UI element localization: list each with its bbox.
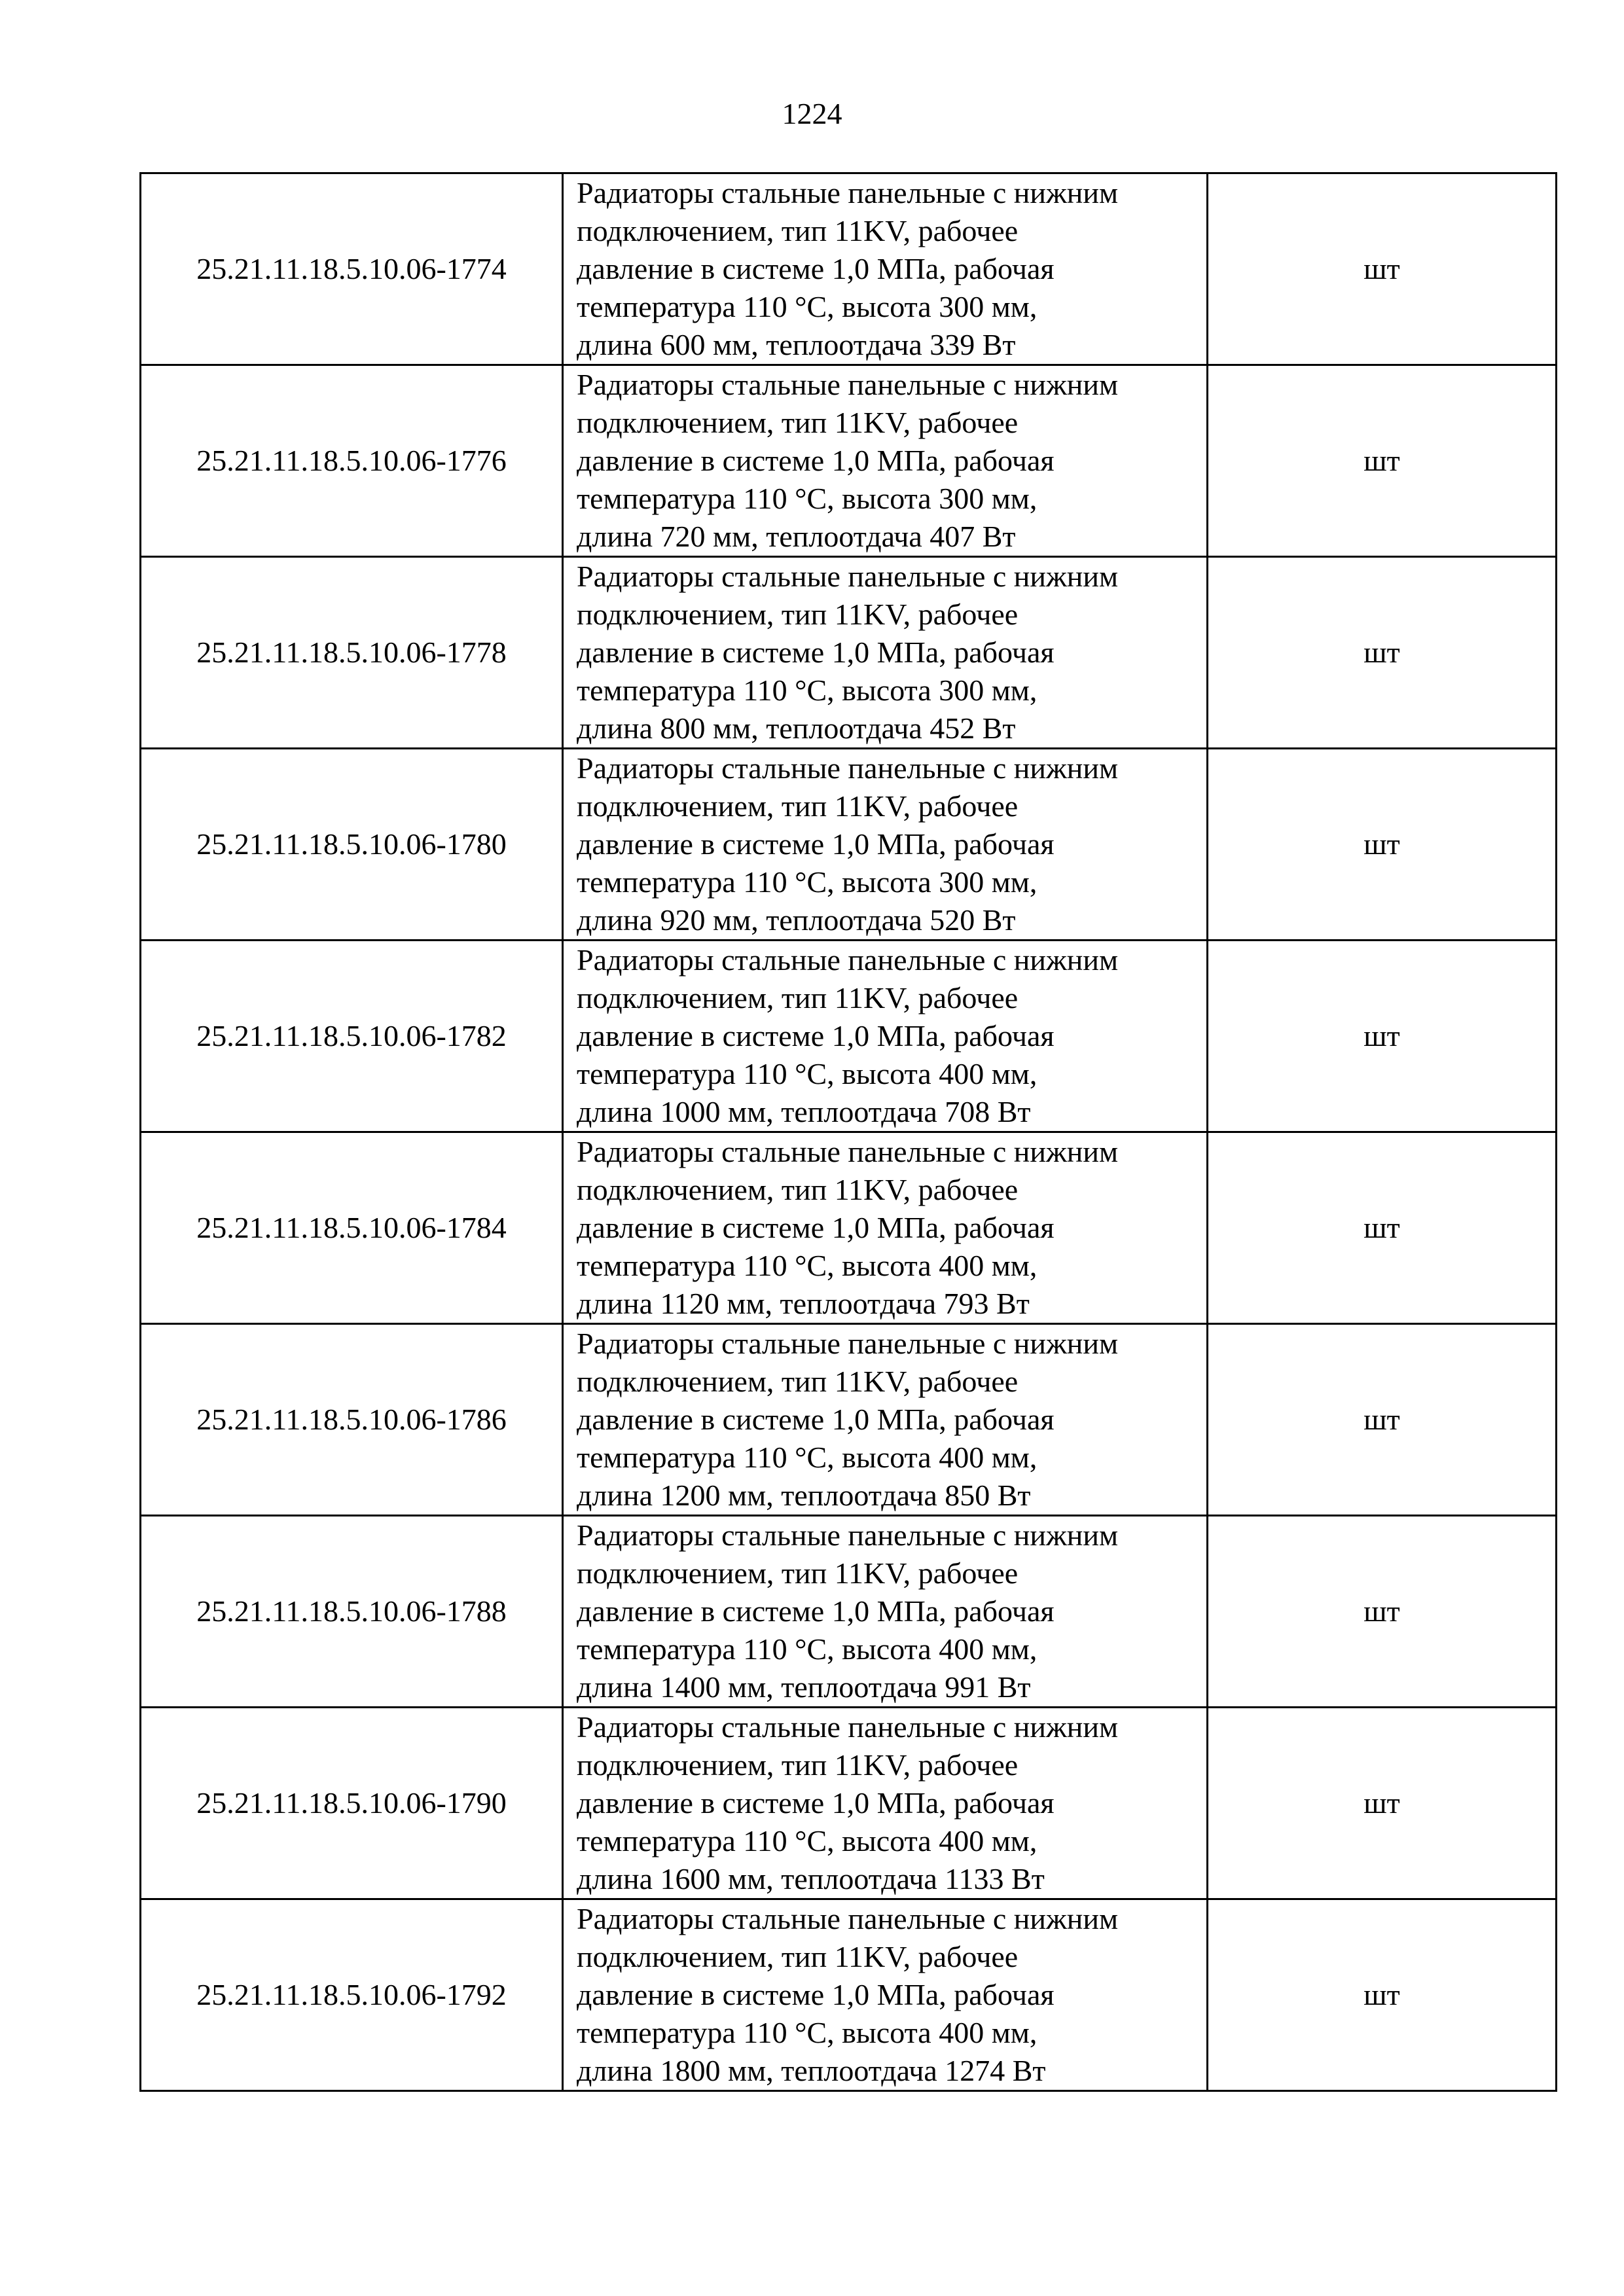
resource-description [563, 365, 1208, 557]
unit-of-measure: шт [1208, 1899, 1557, 2091]
table-row [141, 365, 1557, 557]
unit-of-measure: шт [1208, 1708, 1557, 1899]
description-line: подключением, тип 11KV, рабочее [577, 598, 1019, 631]
description-line: давление в системе 1,0 МПа, рабочая [577, 827, 1055, 861]
unit-of-measure: шт [1208, 557, 1557, 749]
description-line: длина 920 мм, теплоотдача 520 Вт [577, 903, 1016, 937]
description-line: давление в системе 1,0 МПа, рабочая [577, 1019, 1055, 1052]
description-line: давление в системе 1,0 МПа, рабочая [577, 1786, 1055, 1820]
table-row [141, 1708, 1557, 1899]
description-line: Радиаторы стальные панельные с нижним [577, 1518, 1119, 1552]
description-line: подключением, тип 11KV, рабочее [577, 214, 1019, 247]
description-line: Радиаторы стальные панельные с нижним [577, 1902, 1119, 1935]
resource-description [563, 173, 1208, 365]
description-line: длина 1120 мм, теплоотдача 793 Вт [577, 1287, 1030, 1320]
resource-description [563, 1324, 1208, 1516]
description-line: длина 1600 мм, теплоотдача 1133 Вт [577, 1862, 1045, 1895]
table-row [141, 173, 1557, 365]
resource-description [563, 1132, 1208, 1324]
table-row [141, 557, 1557, 749]
table-row [141, 941, 1557, 1132]
description-line: Радиаторы стальные панельные с нижним [577, 1327, 1119, 1360]
description-line: подключением, тип 11KV, рабочее [577, 1940, 1019, 1973]
description-line: длина 800 мм, теплоотдача 452 Вт [577, 711, 1016, 745]
description-line: давление в системе 1,0 МПа, рабочая [577, 1594, 1055, 1628]
description-line: Радиаторы стальные панельные с нижним [577, 560, 1119, 593]
table-row [141, 1132, 1557, 1324]
description-line: длина 720 мм, теплоотдача 407 Вт [577, 520, 1016, 553]
resource-code: 25.21.11.18.5.10.06-1774 [141, 173, 563, 365]
resource-description [563, 1899, 1208, 2091]
resource-code: 25.21.11.18.5.10.06-1788 [141, 1516, 563, 1708]
resource-code: 25.21.11.18.5.10.06-1786 [141, 1324, 563, 1516]
description-line: температура 110 °С, высота 400 мм, [577, 1249, 1038, 1282]
table-body [141, 173, 1557, 2091]
description-line: температура 110 °С, высота 400 мм, [577, 1057, 1038, 1090]
description-line: подключением, тип 11KV, рабочее [577, 406, 1019, 439]
description-line: давление в системе 1,0 МПа, рабочая [577, 636, 1055, 669]
description-line: температура 110 °С, высота 400 мм, [577, 1824, 1038, 1857]
description-line: подключением, тип 11KV, рабочее [577, 789, 1019, 823]
unit-of-measure: шт [1208, 365, 1557, 557]
unit-of-measure: шт [1208, 1132, 1557, 1324]
table-row [141, 749, 1557, 941]
description-line: температура 110 °С, высота 400 мм, [577, 1632, 1038, 1666]
description-line: температура 110 °С, высота 400 мм, [577, 2016, 1038, 2049]
description-line: Радиаторы стальные панельные с нижним [577, 176, 1119, 209]
description-line: Радиаторы стальные панельные с нижним [577, 1710, 1119, 1744]
page-number: 1224 [782, 97, 842, 130]
resource-description [563, 1516, 1208, 1708]
description-line: давление в системе 1,0 МПа, рабочая [577, 1403, 1055, 1436]
resource-code: 25.21.11.18.5.10.06-1776 [141, 365, 563, 557]
resource-description [563, 1708, 1208, 1899]
description-line: давление в системе 1,0 МПа, рабочая [577, 1211, 1055, 1244]
unit-of-measure: шт [1208, 173, 1557, 365]
description-line: длина 1800 мм, теплоотдача 1274 Вт [577, 2054, 1046, 2087]
description-line: температура 110 °С, высота 300 мм, [577, 865, 1038, 899]
description-line: длина 600 мм, теплоотдача 339 Вт [577, 328, 1016, 361]
description-line: подключением, тип 11KV, рабочее [577, 1556, 1019, 1590]
resource-code: 25.21.11.18.5.10.06-1790 [141, 1708, 563, 1899]
table-row [141, 1899, 1557, 2091]
description-line: подключением, тип 11KV, рабочее [577, 1365, 1019, 1398]
description-line: давление в системе 1,0 МПа, рабочая [577, 1978, 1055, 2011]
resource-code: 25.21.11.18.5.10.06-1784 [141, 1132, 563, 1324]
table-row [141, 1324, 1557, 1516]
resource-description [563, 941, 1208, 1132]
resource-code: 25.21.11.18.5.10.06-1792 [141, 1899, 563, 2091]
unit-of-measure: шт [1208, 749, 1557, 941]
description-line: давление в системе 1,0 МПа, рабочая [577, 444, 1055, 477]
description-line: длина 1200 мм, теплоотдача 850 Вт [577, 1479, 1031, 1512]
unit-of-measure: шт [1208, 1516, 1557, 1708]
resource-description [563, 557, 1208, 749]
description-line: подключением, тип 11KV, рабочее [577, 1173, 1019, 1206]
description-line: подключением, тип 11KV, рабочее [577, 1748, 1019, 1782]
description-line: длина 1400 мм, теплоотдача 991 Вт [577, 1670, 1031, 1704]
description-line: Радиаторы стальные панельные с нижним [577, 1135, 1119, 1168]
unit-of-measure: шт [1208, 941, 1557, 1132]
description-line: давление в системе 1,0 МПа, рабочая [577, 252, 1055, 285]
description-line: Радиаторы стальные панельные с нижним [577, 368, 1119, 401]
description-line: температура 110 °С, высота 400 мм, [577, 1441, 1038, 1474]
description-line: Радиаторы стальные панельные с нижним [577, 751, 1119, 785]
description-line: подключением, тип 11KV, рабочее [577, 981, 1019, 1014]
description-line: температура 110 °С, высота 300 мм, [577, 290, 1038, 323]
description-line: Радиаторы стальные панельные с нижним [577, 943, 1119, 977]
resource-code: 25.21.11.18.5.10.06-1780 [141, 749, 563, 941]
description-line: температура 110 °С, высота 300 мм, [577, 482, 1038, 515]
unit-of-measure: шт [1208, 1324, 1557, 1516]
table-row [141, 1516, 1557, 1708]
resource-description [563, 749, 1208, 941]
description-line: температура 110 °С, высота 300 мм, [577, 673, 1038, 707]
resource-code: 25.21.11.18.5.10.06-1778 [141, 557, 563, 749]
resource-table [139, 172, 1557, 2092]
description-line: длина 1000 мм, теплоотдача 708 Вт [577, 1095, 1031, 1128]
resource-code: 25.21.11.18.5.10.06-1782 [141, 941, 563, 1132]
